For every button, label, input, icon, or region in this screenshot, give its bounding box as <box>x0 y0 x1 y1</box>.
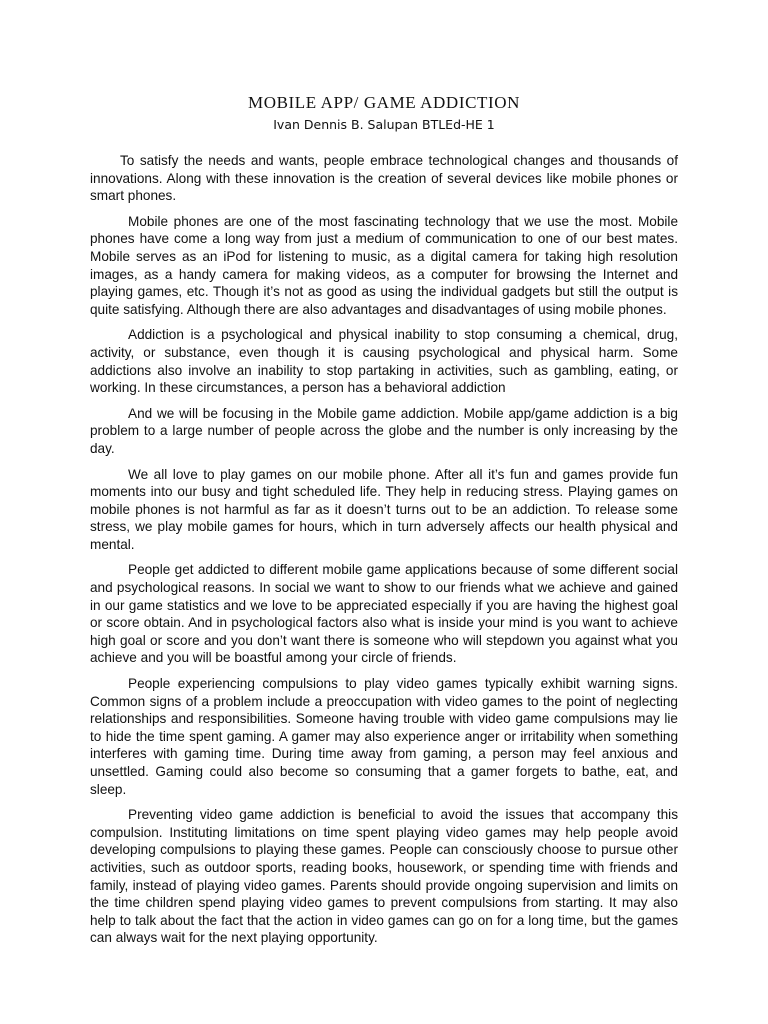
document-page <box>90 92 678 955</box>
document-author: Ivan Dennis B. Salupan BTLEd-HE 1 <box>273 117 495 132</box>
paragraph-addiction-definition: Addiction is a psychological and physical inability to stop consuming a chemical, drug, activity, or substance, even though it is causing psychological and physical harm. Some addictions also involve an inability to stop partaking in activities, such as gambling, eating, or working. In these circumstances, a person has a behavioral addiction <box>90 327 678 396</box>
paragraph-focus: And we will be focusing in the Mobile game addiction. Mobile app/game addiction is a big problem to a large number of people across the globe and the number is only increasing by the day. <box>90 405 678 456</box>
paragraph-love-games: We all love to play games on our mobile phone. After all it’s fun and games provide fun moments into our busy and tight scheduled life. They help in reducing stress. Playing games on mobile phones is not harmful as far as it doesn’t turns out to be an addiction. To release some stress, we play mobile games for hours, which in turn adversely affects our health physical and mental. <box>90 466 678 552</box>
document-title: MOBILE APP/ GAME ADDICTION <box>247 93 521 112</box>
paragraph-prevention: Preventing video game addiction is beneficial to avoid the issues that accompany this compulsion. Instituting limitations on time spent playing video games may help people avoid developing compulsions to playing these games. People can consciously choose to pursue other activities, such as outdoor sports, reading books, housework, or spending time with friends and family, instead of playing video games. Parents should provide ongoing supervision and limits on the time children spend playing video games to prevent compulsions from starting. It may also help to talk about the fact that the action in video games can go on for a long time, but the games can always wait for the next playing opportunity. <box>90 807 678 946</box>
paragraph-warning-signs: People experiencing compulsions to play video games typically exhibit warning signs. Common signs of a problem include a preoccupation with video games to the point of neglecting relationships and responsibilities. Someone having trouble with video game compulsions may lie to hide the time spent gaming. A gamer may also experience anger or irritability when something interferes with gaming time. During time away from gaming, a person may feel anxious and unsettled. Gaming could also become so consuming that a gamer forgets to bathe, eat, and sleep. <box>90 676 678 797</box>
paragraph-intro: To satisfy the needs and wants, people embrace technological changes and thousands of innovations. Along with these innovation is the creation of several devices like mobile phones or smart phones. <box>90 153 678 204</box>
paragraph-reasons: People get addicted to different mobile game applications because of some different social and psychological reasons. In social we want to show to our friends what we achieve and gained in our game statistics and we love to be appreciated especially if you are having the highest goal or score obtain. And in psychological factors also what is inside your mind is you want to achieve high goal or score and you don’t want there is someone who will stepdown you against what you achieve and you will be boastful among your circle of friends. <box>90 562 678 666</box>
paragraph-mobile-phones: Mobile phones are one of the most fascinating technology that we use the most. Mobile phones have come a long way from just a medium of communication to one of our best mates. Mobile serves as an iPod for listening to music, as a digital camera for taking high resolution images, as a handy camera for making videos, as a computer for browsing the Internet and playing games, etc. Though it’s not as good as using the individual gadgets but still the output is quite satisfying. Although there are also advantages and disadvantages of using mobile phones. <box>90 213 678 317</box>
